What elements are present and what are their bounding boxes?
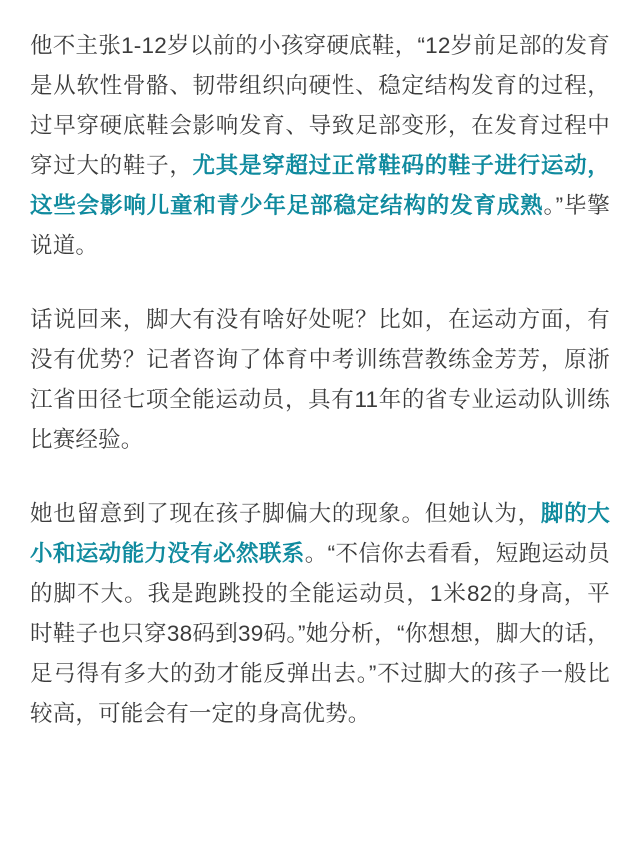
paragraph — [30, 494, 610, 734]
text-run: 。”毕擎说道。 — [30, 193, 610, 258]
highlighted-text-run: 脚的大小和运动能力没有必然联系 — [30, 501, 611, 566]
paragraph — [30, 26, 610, 266]
highlighted-text-run: 尤其是穿超过正常鞋码的鞋子进行运动，这些会影响儿童和青少年足部稳定结构的发育成熟 — [30, 153, 610, 218]
text-run: 。“不信你去看看，短跑运动员的脚不大。我是跑跳投的全能运动员，1米82的身高，平时鞋子也只穿38码到39码。”她分析，“你想想，脚大的话，足弓得有多大的劲才能反弹出去。”不过脚大的孩子一般比较高，可能会有一定的身高优势。 — [30, 541, 610, 726]
text-run: 他不主张1-12岁以前的小孩穿硬底鞋，“12岁前足部的发育是从软性骨骼、韧带组织向硬性、稳定结构发育的过程，过早穿硬底鞋会影响发育、导致足部变形，在发育过程中穿过大的鞋子， — [30, 33, 610, 178]
text-run: 她也留意到了现在孩子脚偏大的现象。但她认为， — [30, 501, 541, 526]
paragraph — [30, 300, 610, 460]
text-run: 话说回来，脚大有没有啥好处呢？比如，在运动方面，有没有优势？记者咨询了体育中考训练营教练金芳芳，原浙江省田径七项全能运动员，具有11年的省专业运动队训练比赛经验。 — [30, 307, 610, 452]
